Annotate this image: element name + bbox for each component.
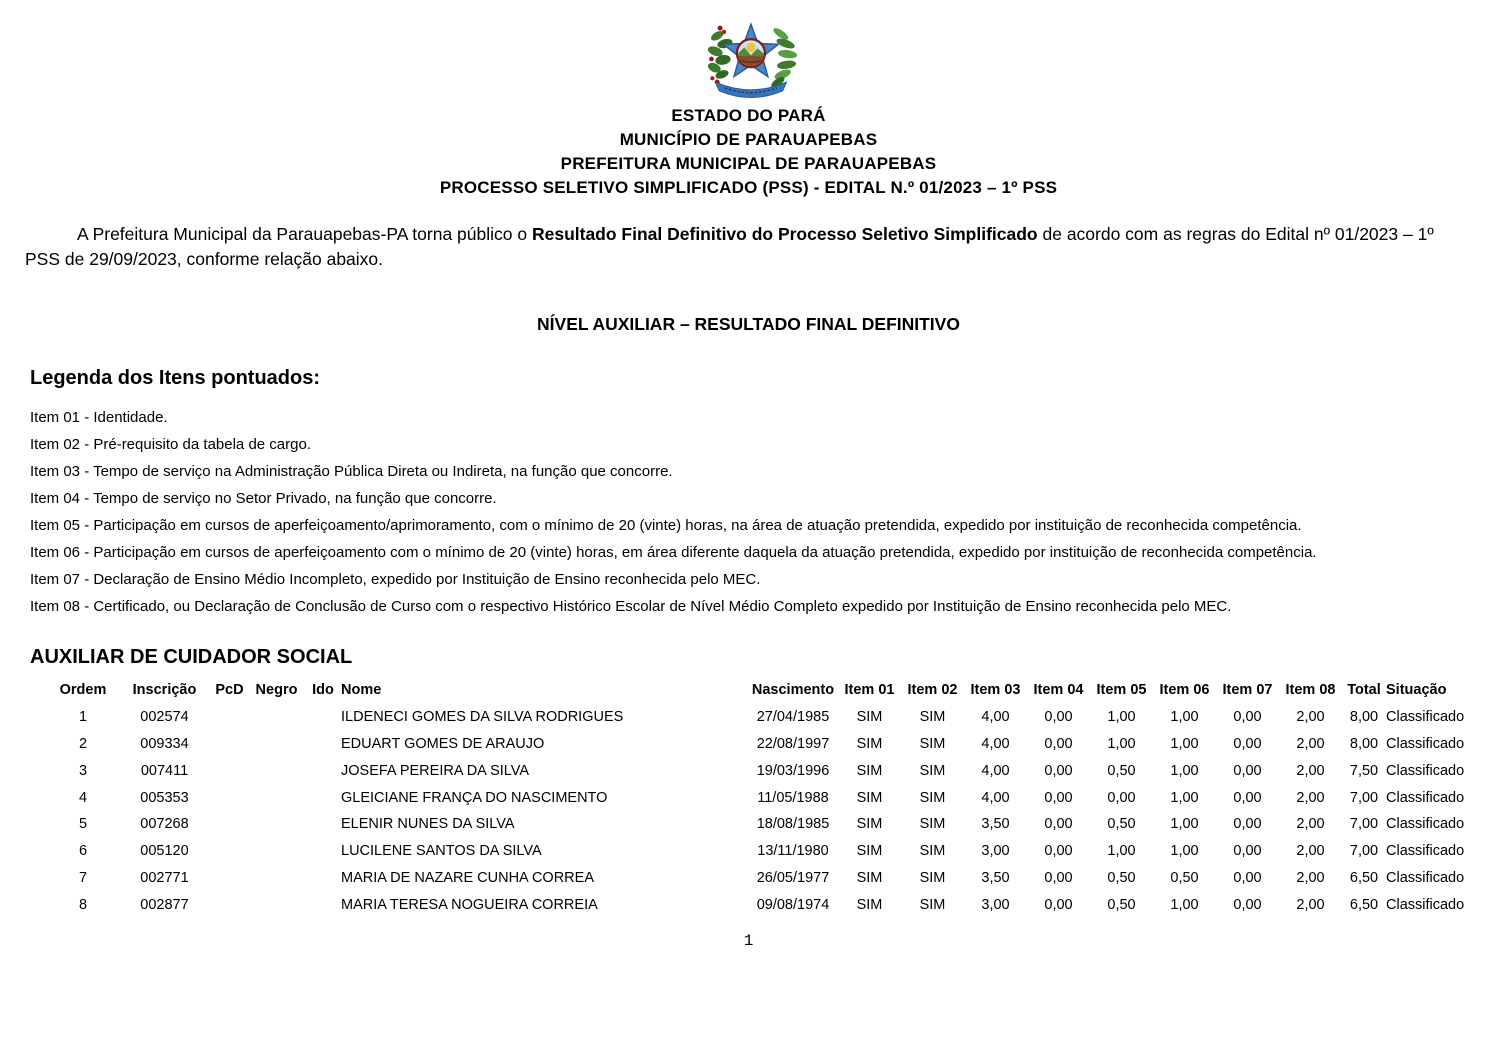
table-cell: GLEICIANE FRANÇA DO NASCIMENTO <box>341 789 608 806</box>
table-cell: SIM <box>856 843 883 860</box>
table-cell: JOSEFA PEREIRA DA SILVA <box>341 762 530 779</box>
table-cell: SIM <box>856 735 883 752</box>
legend-list <box>30 404 1472 620</box>
table-cell: 0,00 <box>1044 869 1073 886</box>
table-cell: 18/08/1985 <box>756 816 830 833</box>
table-cell: 002771 <box>140 869 189 886</box>
table-cell: 0,50 <box>1107 869 1136 886</box>
table-cell <box>211 784 248 811</box>
table-cell <box>248 757 305 784</box>
table-cell: 1,00 <box>1170 709 1199 726</box>
intro-bold-result: Resultado Final Definitivo do Processo Seletivo Simplificado <box>531 224 1038 244</box>
table-cell: 0,00 <box>1233 735 1262 752</box>
table-cell <box>305 891 341 918</box>
table-cell: 2 <box>78 735 88 752</box>
table-cell: 009334 <box>140 735 189 752</box>
table-cell: 2,00 <box>1296 843 1325 860</box>
legend-section <box>30 367 1472 620</box>
table-cell: 007268 <box>140 816 189 833</box>
column-header-item-02: Item 02 <box>907 682 958 699</box>
table-cell: 7 <box>78 869 88 886</box>
header-line-state: ESTADO DO PARÁ <box>671 106 826 125</box>
table-cell: 7,00 <box>1349 816 1379 833</box>
table-cell: 0,00 <box>1107 789 1136 806</box>
table-cell: MARIA DE NAZARE CUNHA CORREA <box>341 869 594 886</box>
results-table-head <box>48 677 1464 704</box>
legend-item-04: Item 04 - Tempo de serviço no Setor Privado, na função que concorre. <box>30 490 497 507</box>
table-cell <box>248 865 305 892</box>
table-cell: SIM <box>856 816 883 833</box>
column-header-pcd: PcD <box>215 682 244 699</box>
table-cell: 3,50 <box>981 816 1010 833</box>
table-cell: ELENIR NUNES DA SILVA <box>341 816 515 833</box>
table-cell: 3,50 <box>981 869 1010 886</box>
table-cell: SIM <box>919 789 946 806</box>
table-cell <box>305 811 341 838</box>
table-cell <box>211 838 248 865</box>
table-cell: 005353 <box>140 789 189 806</box>
table-cell: 7,50 <box>1349 762 1379 779</box>
legend-title: Legenda dos Itens pontuados: <box>30 367 321 389</box>
table-cell: 0,00 <box>1233 869 1262 886</box>
table-cell: 0,50 <box>1107 816 1136 833</box>
table-header-row <box>48 677 1464 704</box>
table-cell: MARIA TERESA NOGUEIRA CORREIA <box>341 896 598 913</box>
table-cell: EDUART GOMES DE ARAUJO <box>341 735 545 752</box>
column-header-nome: Nome <box>341 682 382 699</box>
table-cell <box>305 731 341 758</box>
table-cell: 0,00 <box>1233 762 1262 779</box>
table-cell: Classificado <box>1386 789 1465 806</box>
table-cell <box>248 731 305 758</box>
column-header-item-04: Item 04 <box>1033 682 1084 699</box>
column-header-negro: Negro <box>255 682 298 699</box>
table-cell <box>248 811 305 838</box>
intro-paragraph <box>25 222 1472 272</box>
legend-item-03: Item 03 - Tempo de serviço na Administração Pública Direta ou Indireta, na função que concorre. <box>30 463 673 480</box>
page-number: 1 <box>743 932 754 951</box>
table-cell: SIM <box>919 762 946 779</box>
table-cell: 0,00 <box>1044 709 1073 726</box>
job-title-heading: AUXILIAR DE CUIDADOR SOCIAL <box>30 646 353 668</box>
table-cell <box>248 838 305 865</box>
table-row <box>48 704 1464 731</box>
table-cell: SIM <box>919 843 946 860</box>
column-header-item-01: Item 01 <box>844 682 895 699</box>
table-cell <box>305 865 341 892</box>
table-cell <box>211 704 248 731</box>
table-cell: 0,00 <box>1044 896 1073 913</box>
table-cell <box>305 704 341 731</box>
table-cell <box>248 891 305 918</box>
table-cell: 2,00 <box>1296 789 1325 806</box>
legend-item-08: Item 08 - Certificado, ou Declaração de Conclusão de Curso com o respectivo Histórico Escolar de Nível Médio Completo expedido por Instituição de Ensino reconhecida pelo MEC. <box>30 598 1232 615</box>
table-cell: 6 <box>78 843 88 860</box>
table-cell <box>211 891 248 918</box>
table-row <box>48 838 1464 865</box>
table-cell: 0,00 <box>1233 789 1262 806</box>
table-cell <box>305 838 341 865</box>
table-cell: 22/08/1997 <box>756 735 830 752</box>
table-cell: 2,00 <box>1296 869 1325 886</box>
table-cell: 1,00 <box>1107 843 1136 860</box>
table-cell: 1 <box>78 709 88 726</box>
legend-item-06: Item 06 - Participação em cursos de aperfeiçoamento com o mínimo de 20 (vinte) horas, em área diferente daquela da atuação pretendida, expedido por instituição de reconhecida competência. <box>30 544 1317 561</box>
table-cell: 0,50 <box>1107 896 1136 913</box>
table-cell: SIM <box>919 816 946 833</box>
table-cell: 1,00 <box>1107 709 1136 726</box>
table-cell: 09/08/1974 <box>756 896 830 913</box>
table-row <box>48 811 1464 838</box>
table-cell: 2,00 <box>1296 816 1325 833</box>
column-header-item-07: Item 07 <box>1222 682 1273 699</box>
legend-item-02: Item 02 - Pré-requisito da tabela de cargo. <box>30 436 311 453</box>
table-row <box>48 891 1464 918</box>
table-cell: 2,00 <box>1296 896 1325 913</box>
table-cell: Classificado <box>1386 709 1465 726</box>
table-cell: 5 <box>78 816 88 833</box>
legend-item-01: Item 01 - Identidade. <box>30 409 168 426</box>
table-cell: 0,00 <box>1233 709 1262 726</box>
parauapebas-coat-of-arms-icon <box>696 14 802 102</box>
table-cell: 2,00 <box>1296 762 1325 779</box>
table-cell <box>248 784 305 811</box>
table-cell: 2,00 <box>1296 735 1325 752</box>
table-cell: 3,00 <box>981 896 1010 913</box>
table-cell: 002877 <box>140 896 189 913</box>
table-cell: 0,00 <box>1044 789 1073 806</box>
table-cell: 1,00 <box>1170 762 1199 779</box>
table-cell: Classificado <box>1386 816 1465 833</box>
table-cell: 4,00 <box>981 709 1010 726</box>
table-cell: 3 <box>78 762 88 779</box>
table-cell: SIM <box>856 709 883 726</box>
column-header-inscrição: Inscrição <box>132 682 197 699</box>
table-cell: Classificado <box>1386 735 1465 752</box>
results-table <box>48 677 1464 918</box>
table-cell: 3,00 <box>981 843 1010 860</box>
table-cell: SIM <box>919 896 946 913</box>
table-cell: 1,00 <box>1170 789 1199 806</box>
table-cell: 6,50 <box>1349 869 1379 886</box>
column-header-item-06: Item 06 <box>1159 682 1210 699</box>
table-cell: SIM <box>856 789 883 806</box>
table-cell: 0,00 <box>1233 816 1262 833</box>
column-header-item-05: Item 05 <box>1096 682 1147 699</box>
table-cell: 005120 <box>140 843 189 860</box>
table-cell: SIM <box>856 869 883 886</box>
legend-item-05: Item 05 - Participação em cursos de aperfeiçoamento/aprimoramento, com o mínimo de 20 (vinte) horas, na área de atuação pretendida, expedido por instituição de reconhecida competência. <box>30 517 1302 534</box>
table-cell: SIM <box>856 762 883 779</box>
table-cell: 0,00 <box>1044 843 1073 860</box>
table-cell: 4,00 <box>981 789 1010 806</box>
header-line-prefecture: PREFEITURA MUNICIPAL DE PARAUAPEBAS <box>560 154 937 173</box>
table-cell: Classificado <box>1386 762 1465 779</box>
table-row <box>48 784 1464 811</box>
column-header-ordem: Ordem <box>59 682 107 699</box>
table-cell: 007411 <box>140 762 189 779</box>
table-cell: Classificado <box>1386 896 1465 913</box>
table-cell: 0,00 <box>1233 843 1262 860</box>
table-cell: 8 <box>78 896 88 913</box>
level-heading: NÍVEL AUXILIAR – RESULTADO FINAL DEFINITIVO <box>537 314 960 334</box>
table-cell: 1,00 <box>1170 735 1199 752</box>
column-header-item-03: Item 03 <box>970 682 1021 699</box>
column-header-total: Total <box>1347 682 1381 699</box>
table-cell <box>305 757 341 784</box>
table-cell: 0,00 <box>1044 816 1073 833</box>
table-cell <box>211 811 248 838</box>
results-table-body <box>48 704 1464 918</box>
table-cell <box>305 784 341 811</box>
table-row <box>48 865 1464 892</box>
table-cell: Classificado <box>1386 869 1465 886</box>
table-cell: 8,00 <box>1349 735 1379 752</box>
table-cell <box>211 731 248 758</box>
table-cell: 0,00 <box>1044 735 1073 752</box>
table-cell: 27/04/1985 <box>756 709 830 726</box>
document-header <box>0 14 1497 200</box>
table-cell: 13/11/1980 <box>757 843 829 860</box>
table-cell: ILDENECI GOMES DA SILVA RODRIGUES <box>341 709 624 726</box>
table-cell: SIM <box>919 869 946 886</box>
table-cell: 1,00 <box>1170 816 1199 833</box>
intro-part3: de acordo com as regras do Edital nº 01/2023 – 1º PSS de 29/09/2023, conforme relação abaixo. <box>25 224 1434 269</box>
table-cell: 4,00 <box>981 762 1010 779</box>
table-cell: 11/05/1988 <box>757 789 829 806</box>
table-cell: 7,00 <box>1349 789 1379 806</box>
table-cell: 6,50 <box>1349 896 1379 913</box>
column-header-ido: Ido <box>312 682 334 699</box>
table-cell: 1,00 <box>1170 843 1199 860</box>
table-cell: SIM <box>856 896 883 913</box>
table-cell: 7,00 <box>1349 843 1379 860</box>
table-cell: 26/05/1977 <box>756 869 830 886</box>
table-cell: LUCILENE SANTOS DA SILVA <box>341 843 542 860</box>
table-cell: 4 <box>78 789 88 806</box>
table-cell: 19/03/1996 <box>756 762 830 779</box>
table-cell: 2,00 <box>1296 709 1325 726</box>
table-cell: 1,00 <box>1170 896 1199 913</box>
column-header-situação: Situação <box>1386 682 1447 699</box>
legend-item-07: Item 07 - Declaração de Ensino Médio Incompleto, expedido por Instituição de Ensino reconhecida pelo MEC. <box>30 571 761 588</box>
table-cell: SIM <box>919 709 946 726</box>
table-cell <box>248 704 305 731</box>
table-cell <box>211 757 248 784</box>
table-cell: SIM <box>919 735 946 752</box>
table-cell <box>211 865 248 892</box>
table-cell: 4,00 <box>981 735 1010 752</box>
table-cell: 0,50 <box>1107 762 1136 779</box>
table-row <box>48 731 1464 758</box>
table-cell: 0,50 <box>1170 869 1199 886</box>
table-cell: 8,00 <box>1349 709 1379 726</box>
table-cell: 0,00 <box>1044 762 1073 779</box>
intro-part1: A Prefeitura Municipal da Parauapebas-PA torna público o <box>77 224 532 244</box>
table-cell: Classificado <box>1386 843 1465 860</box>
column-header-nascimento: Nascimento <box>751 682 835 699</box>
header-line-municipality: MUNICÍPIO DE PARAUAPEBAS <box>619 130 878 149</box>
column-header-item-08: Item 08 <box>1285 682 1336 699</box>
table-cell: 002574 <box>140 709 189 726</box>
table-cell: 1,00 <box>1107 735 1136 752</box>
header-line-edital: PROCESSO SELETIVO SIMPLIFICADO (PSS) - EDITAL N.º 01/2023 – 1º PSS <box>439 178 1058 197</box>
table-row <box>48 757 1464 784</box>
table-cell: 0,00 <box>1233 896 1262 913</box>
